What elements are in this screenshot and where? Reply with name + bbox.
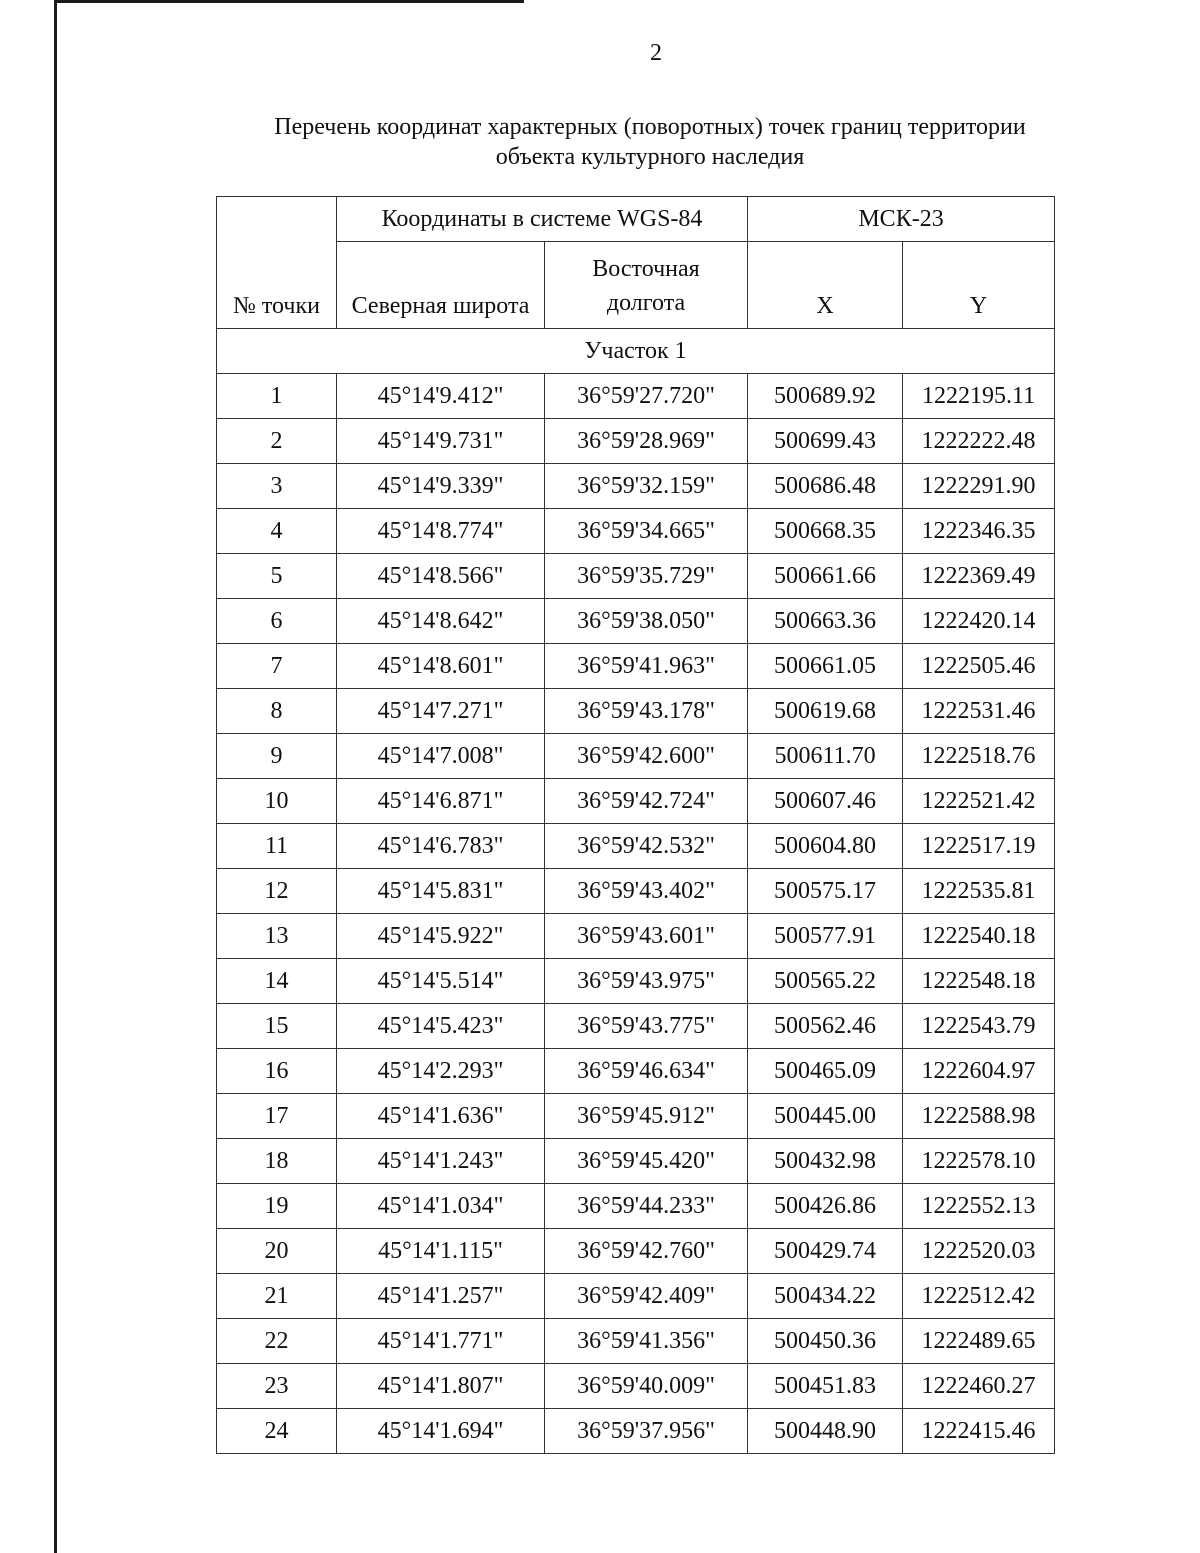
cell-point-number: 19 <box>217 1184 337 1229</box>
cell-latitude: 45°14'9.412" <box>337 374 545 419</box>
cell-latitude: 45°14'1.115" <box>337 1229 545 1274</box>
table-row <box>217 1229 1055 1274</box>
cell-longitude: 36°59'43.775" <box>545 1004 748 1049</box>
cell-longitude: 36°59'44.233" <box>545 1184 748 1229</box>
cell-x: 500429.74 <box>748 1229 903 1274</box>
cell-y: 1222520.03 <box>903 1229 1055 1274</box>
cell-latitude: 45°14'8.566" <box>337 554 545 599</box>
cell-longitude: 36°59'42.760" <box>545 1229 748 1274</box>
cell-latitude: 45°14'1.636" <box>337 1094 545 1139</box>
cell-longitude: 36°59'45.912" <box>545 1094 748 1139</box>
cell-latitude: 45°14'1.257" <box>337 1274 545 1319</box>
cell-y: 1222535.81 <box>903 869 1055 914</box>
cell-x: 500577.91 <box>748 914 903 959</box>
cell-x: 500607.46 <box>748 779 903 824</box>
table-row <box>217 1139 1055 1184</box>
table-row <box>217 959 1055 1004</box>
cell-y: 1222512.42 <box>903 1274 1055 1319</box>
cell-latitude: 45°14'1.771" <box>337 1319 545 1364</box>
cell-point-number: 23 <box>217 1364 337 1409</box>
cell-x: 500661.66 <box>748 554 903 599</box>
cell-y: 1222521.42 <box>903 779 1055 824</box>
cell-longitude: 36°59'28.969" <box>545 419 748 464</box>
cell-x: 500686.48 <box>748 464 903 509</box>
cell-y: 1222460.27 <box>903 1364 1055 1409</box>
header-longitude-line-2: долгота <box>606 290 686 316</box>
cell-y: 1222543.79 <box>903 1004 1055 1049</box>
cell-longitude: 36°59'42.600" <box>545 734 748 779</box>
cell-point-number: 9 <box>217 734 337 779</box>
cell-point-number: 22 <box>217 1319 337 1364</box>
cell-y: 1222548.18 <box>903 959 1055 1004</box>
cell-longitude: 36°59'27.720" <box>545 374 748 419</box>
cell-longitude: 36°59'43.402" <box>545 869 748 914</box>
cell-point-number: 16 <box>217 1049 337 1094</box>
cell-latitude: 45°14'9.339" <box>337 464 545 509</box>
cell-point-number: 3 <box>217 464 337 509</box>
cell-x: 500445.00 <box>748 1094 903 1139</box>
cell-longitude: 36°59'38.050" <box>545 599 748 644</box>
cell-x: 500604.80 <box>748 824 903 869</box>
cell-point-number: 14 <box>217 959 337 1004</box>
table-row <box>217 599 1055 644</box>
cell-y: 1222420.14 <box>903 599 1055 644</box>
cell-latitude: 45°14'1.807" <box>337 1364 545 1409</box>
cell-x: 500611.70 <box>748 734 903 779</box>
cell-y: 1222518.76 <box>903 734 1055 779</box>
table-row <box>217 734 1055 779</box>
cell-longitude: 36°59'46.634" <box>545 1049 748 1094</box>
cell-latitude: 45°14'5.423" <box>337 1004 545 1049</box>
cell-x: 500661.05 <box>748 644 903 689</box>
header-wgs84-group: Координаты в системе WGS-84 <box>337 197 748 242</box>
cell-x: 500432.98 <box>748 1139 903 1184</box>
cell-y: 1222291.90 <box>903 464 1055 509</box>
cell-longitude: 36°59'42.724" <box>545 779 748 824</box>
cell-point-number: 20 <box>217 1229 337 1274</box>
table-row <box>217 464 1055 509</box>
cell-longitude: 36°59'32.159" <box>545 464 748 509</box>
scan-edge-top <box>54 0 524 3</box>
cell-longitude: 36°59'45.420" <box>545 1139 748 1184</box>
table-row <box>217 1004 1055 1049</box>
cell-point-number: 8 <box>217 689 337 734</box>
scan-edge-left <box>54 0 57 1553</box>
table-row <box>217 824 1055 869</box>
cell-longitude: 36°59'40.009" <box>545 1364 748 1409</box>
table-row <box>217 869 1055 914</box>
cell-latitude: 45°14'7.008" <box>337 734 545 779</box>
cell-point-number: 7 <box>217 644 337 689</box>
table-row <box>217 554 1055 599</box>
table-row <box>217 1364 1055 1409</box>
cell-longitude: 36°59'42.409" <box>545 1274 748 1319</box>
cell-y: 1222604.97 <box>903 1049 1055 1094</box>
cell-point-number: 5 <box>217 554 337 599</box>
cell-latitude: 45°14'5.514" <box>337 959 545 1004</box>
cell-point-number: 12 <box>217 869 337 914</box>
header-msk23-group: МСК-23 <box>748 197 1055 242</box>
cell-latitude: 45°14'9.731" <box>337 419 545 464</box>
cell-point-number: 11 <box>217 824 337 869</box>
cell-latitude: 45°14'5.831" <box>337 869 545 914</box>
header-y: Y <box>903 242 1055 329</box>
table-row <box>217 779 1055 824</box>
cell-x: 500689.92 <box>748 374 903 419</box>
table-row <box>217 1094 1055 1139</box>
cell-x: 500699.43 <box>748 419 903 464</box>
cell-x: 500562.46 <box>748 1004 903 1049</box>
cell-x: 500565.22 <box>748 959 903 1004</box>
table-row <box>217 1274 1055 1319</box>
cell-x: 500450.36 <box>748 1319 903 1364</box>
cell-x: 500434.22 <box>748 1274 903 1319</box>
cell-longitude: 36°59'41.963" <box>545 644 748 689</box>
cell-latitude: 45°14'2.293" <box>337 1049 545 1094</box>
cell-x: 500451.83 <box>748 1364 903 1409</box>
page-title-line-2: объекта культурного наследия <box>495 144 805 170</box>
cell-point-number: 18 <box>217 1139 337 1184</box>
section-label: Участок 1 <box>217 329 1055 374</box>
coordinates-table <box>216 196 1055 1454</box>
table-row <box>217 914 1055 959</box>
cell-point-number: 6 <box>217 599 337 644</box>
cell-point-number: 1 <box>217 374 337 419</box>
cell-latitude: 45°14'1.694" <box>337 1409 545 1454</box>
header-latitude: Северная широта <box>337 242 545 329</box>
cell-y: 1222489.65 <box>903 1319 1055 1364</box>
cell-y: 1222222.48 <box>903 419 1055 464</box>
page-number: 2 <box>650 40 662 66</box>
header-point-number: № точки <box>217 197 337 329</box>
cell-y: 1222588.98 <box>903 1094 1055 1139</box>
table-row <box>217 689 1055 734</box>
table-row <box>217 1049 1055 1094</box>
cell-longitude: 36°59'43.178" <box>545 689 748 734</box>
cell-longitude: 36°59'43.601" <box>545 914 748 959</box>
cell-point-number: 21 <box>217 1274 337 1319</box>
page-title <box>215 112 1085 172</box>
cell-x: 500575.17 <box>748 869 903 914</box>
cell-point-number: 10 <box>217 779 337 824</box>
cell-y: 1222578.10 <box>903 1139 1055 1184</box>
cell-x: 500619.68 <box>748 689 903 734</box>
cell-x: 500663.36 <box>748 599 903 644</box>
page-title-line-1: Перечень координат характерных (поворотных) точек границ территории <box>274 114 1026 140</box>
cell-y: 1222531.46 <box>903 689 1055 734</box>
cell-longitude: 36°59'35.729" <box>545 554 748 599</box>
cell-x: 500448.90 <box>748 1409 903 1454</box>
cell-point-number: 4 <box>217 509 337 554</box>
header-row-1 <box>217 197 1055 242</box>
cell-y: 1222415.46 <box>903 1409 1055 1454</box>
table-row <box>217 419 1055 464</box>
cell-latitude: 45°14'7.271" <box>337 689 545 734</box>
cell-point-number: 15 <box>217 1004 337 1049</box>
cell-point-number: 24 <box>217 1409 337 1454</box>
cell-x: 500465.09 <box>748 1049 903 1094</box>
header-longitude <box>545 242 748 329</box>
cell-longitude: 36°59'42.532" <box>545 824 748 869</box>
table-row <box>217 374 1055 419</box>
cell-latitude: 45°14'6.871" <box>337 779 545 824</box>
cell-x: 500426.86 <box>748 1184 903 1229</box>
cell-point-number: 17 <box>217 1094 337 1139</box>
cell-point-number: 13 <box>217 914 337 959</box>
cell-longitude: 36°59'37.956" <box>545 1409 748 1454</box>
cell-latitude: 45°14'8.774" <box>337 509 545 554</box>
cell-x: 500668.35 <box>748 509 903 554</box>
cell-longitude: 36°59'41.356" <box>545 1319 748 1364</box>
table-row <box>217 509 1055 554</box>
cell-y: 1222346.35 <box>903 509 1055 554</box>
cell-y: 1222540.18 <box>903 914 1055 959</box>
header-longitude-line-1: Восточная <box>592 256 700 282</box>
cell-latitude: 45°14'6.783" <box>337 824 545 869</box>
cell-longitude: 36°59'43.975" <box>545 959 748 1004</box>
section-row <box>217 329 1055 374</box>
table-row <box>217 1184 1055 1229</box>
cell-point-number: 2 <box>217 419 337 464</box>
table-row <box>217 1319 1055 1364</box>
cell-y: 1222517.19 <box>903 824 1055 869</box>
cell-latitude: 45°14'8.601" <box>337 644 545 689</box>
cell-latitude: 45°14'8.642" <box>337 599 545 644</box>
table-row <box>217 644 1055 689</box>
cell-y: 1222505.46 <box>903 644 1055 689</box>
cell-y: 1222195.11 <box>903 374 1055 419</box>
header-row-2 <box>217 242 1055 329</box>
cell-latitude: 45°14'5.922" <box>337 914 545 959</box>
table-row <box>217 1409 1055 1454</box>
cell-y: 1222369.49 <box>903 554 1055 599</box>
cell-latitude: 45°14'1.034" <box>337 1184 545 1229</box>
cell-y: 1222552.13 <box>903 1184 1055 1229</box>
header-x: X <box>748 242 903 329</box>
cell-longitude: 36°59'34.665" <box>545 509 748 554</box>
cell-latitude: 45°14'1.243" <box>337 1139 545 1184</box>
